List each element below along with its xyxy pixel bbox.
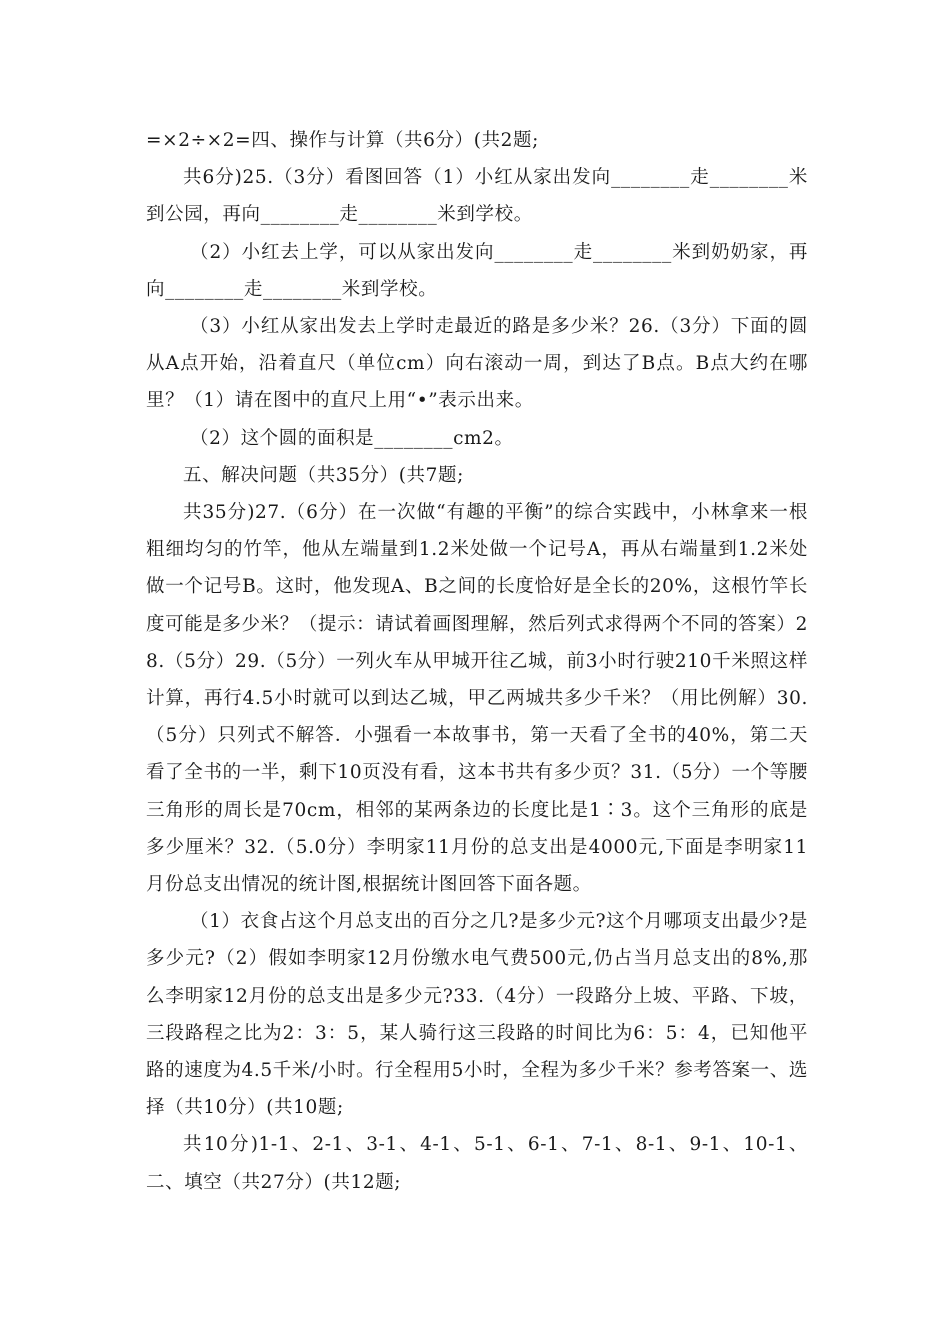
paragraph-question-26-part-2: （2）这个圆的面积是________cm2。: [190, 427, 514, 449]
paragraph-problem-solving-section-header: 五、解决问题（共35分）(共7题;: [183, 464, 464, 486]
document-body: [146, 122, 808, 1201]
paragraph-operation-section-header: =×2÷×2=四、操作与计算（共6分）(共2题;: [146, 130, 539, 151]
paragraph-answer-key: 共10分)1-1、2-1、3-1、4-1、5-1、6-1、7-1、8-1、9-1、10-1、二、填空（共27分）(共12题;: [146, 1134, 808, 1193]
paragraph-questions-27-to-32: 共35分)27.（6分）在一次做“有趣的平衡”的综合实践中，小林拿来一根粗细均匀的竹竿，他从左端量到1.2米处做一个记号A，再从右端量到1.2米处做一个记号B。这时，他发现A、B之间的长度恰好是全长的20%，这根竹竿长度可能是多少米？（提示：请试着画图理解，然后列式求得两个不同的答案）28.（5分）29.（5分）一列火车从甲城开往乙城，前3小时行驶210千米照这样计算，再行4.5小时就可以到达乙城，甲乙两城共多少千米？（用比例解）30.（5分）只列式不解答．小强看一本故事书，第一天看了全书的40%，第二天看了全书的一半，剩下10页没有看，这本书共有多少页？31.（5分）一个等腰三角形的周长是70cm，相邻的某两条边的长度比是1∶3。这个三角形的底是多少厘米？32.（5.0分）李明家11月份的总支出是4000元,下面是李明家11月份总支出情况的统计图,根据统计图回答下面各题。: [146, 502, 808, 896]
paragraph-question-25: 共6分)25.（3分）看图回答（1）小红从家出发向________走________米到公园，再向________走________米到学校。: [146, 167, 808, 226]
paragraph-question-25-part-3-and-26: （3）小红从家出发去上学时走最近的路是多少米？26.（3分）下面的圆从A点开始，沿着直尺（单位cm）向右滚动一周，到达了B点。B点大约在哪里？（1）请在图中的直尺上用“•”表示出来。: [146, 316, 808, 412]
paragraph-question-32-parts-and-33: （1）衣食占这个月总支出的百分之几?是多少元?这个月哪项支出最少?是多少元?（2）假如李明家12月份缴水电气费500元,仍占当月总支出的8%,那么李明家12月份的总支出是多少元?33.（4分）一段路分上坡、平路、下坡，三段路程之比为2：3：5，某人骑行这三段路的时间比为6：5：4，已知他平路的速度为4.5千米/小时。行全程用5小时，全程为多少千米？参考答案一、选择（共10分）(共10题;: [146, 911, 808, 1119]
paragraph-question-25-part-2: （2）小红去上学，可以从家出发向________走________米到奶奶家，再向________走________米到学校。: [146, 241, 808, 300]
